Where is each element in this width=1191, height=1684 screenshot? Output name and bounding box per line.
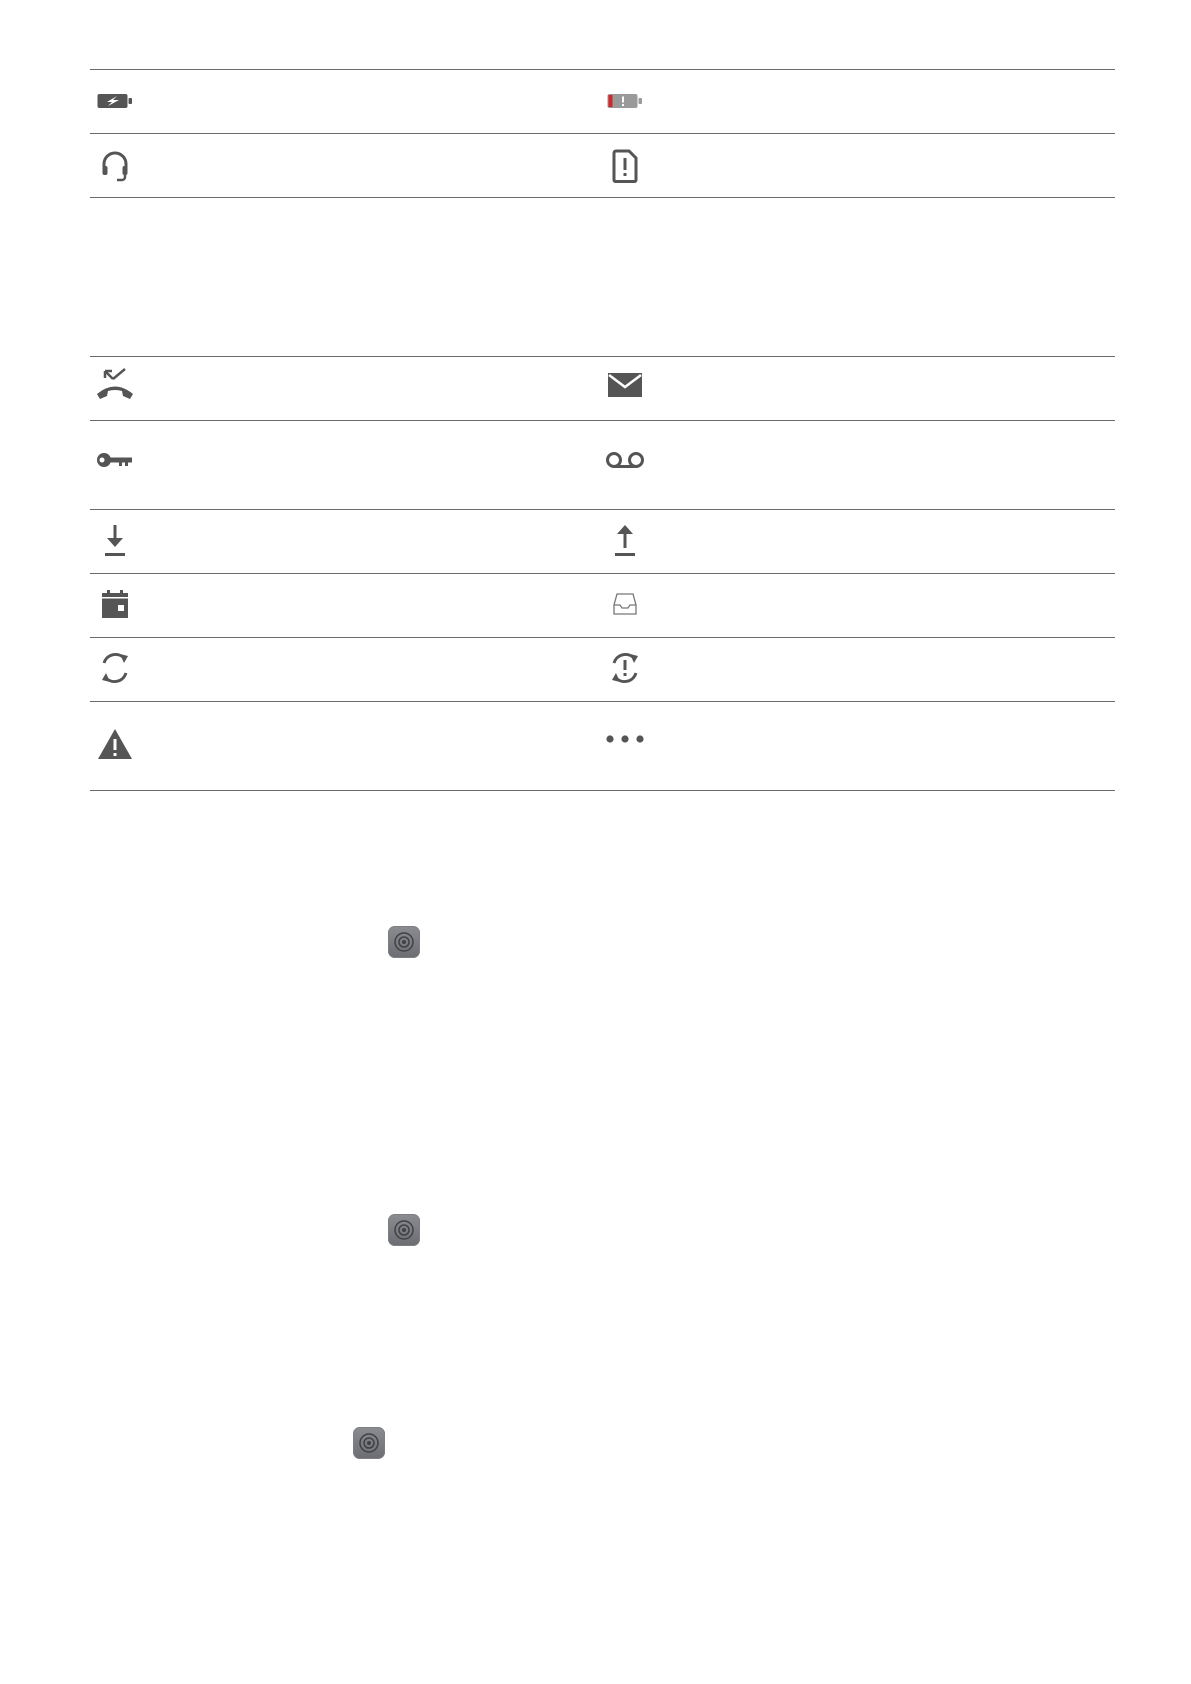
sim-card-alert-icon [600, 147, 650, 185]
battery-low-icon [600, 88, 650, 114]
table-row [90, 510, 1115, 574]
battery-charging-icon [90, 88, 140, 114]
settings-icon [353, 1427, 385, 1459]
table-row [90, 134, 1115, 198]
status-icons-table [90, 69, 1115, 198]
sync-icon [90, 651, 140, 685]
download-icon [90, 522, 140, 560]
headset-icon [90, 147, 140, 185]
sync-error-icon [600, 651, 650, 685]
table-row [90, 702, 1115, 791]
inbox-icon [600, 587, 650, 621]
key-icon [90, 447, 140, 473]
voicemail-icon [600, 447, 650, 473]
table-row [90, 638, 1115, 702]
table-row [90, 574, 1115, 638]
table-row [90, 421, 1115, 510]
more-notifications-icon [600, 732, 650, 746]
calendar-icon [90, 587, 140, 621]
upload-icon [600, 522, 650, 560]
warning-icon [90, 727, 140, 761]
settings-icon [388, 1214, 420, 1246]
missed-call-icon [90, 367, 140, 403]
email-icon [600, 370, 650, 400]
table-row [90, 357, 1115, 421]
table-row [90, 70, 1115, 134]
notification-icons-table [90, 356, 1115, 791]
settings-icon [388, 926, 420, 958]
